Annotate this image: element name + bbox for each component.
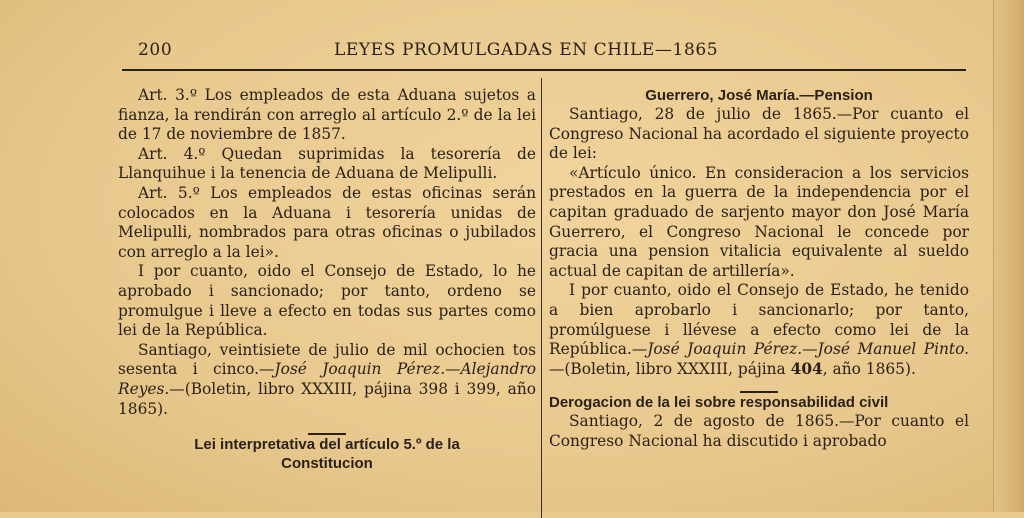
- header-rule: [122, 69, 966, 71]
- section-heading-line2: Constitucion: [281, 455, 373, 473]
- pension-tail-c: , año 1865).: [822, 359, 916, 378]
- article-5: Art. 5.º Los empleados de estas oficinas serán colocados en la Aduana i tesorería unidas de Melipulli, nombrados para otras oficinas o jubilados con arreglo a la lei».: [118, 183, 536, 261]
- right-column: [549, 86, 969, 452]
- running-title: LEYES PROMULGADAS EN CHILE—1865: [334, 40, 719, 60]
- pension-promulgation: [549, 281, 969, 379]
- article-4: Art. 4.º Quedan suprimidas la tesorería de Llanquihue i la tenencia de Aduana de Melipulli.: [118, 144, 536, 183]
- pension-article: «Artículo único. En consideracion a los servicios prestados en la guerra de la independencia por el capitan graduado de sarjento mayor don José María Guerrero, el Congreso Nacional le concede por gracia una pension vitalicia equivalente al sueldo actual de capitan de artillería».: [549, 163, 969, 280]
- promulgation-paragraph: I por cuanto, oido el Consejo de Estado, lo he aprobado i sancionado; por tanto, ordeno se promulgue i lleve a efecto en todas sus partes como lei de la República.: [118, 262, 536, 340]
- pension-lead: I por cuanto, oido el Consejo de Estado, he tenido a bien aprobarlo i sancionarlo; por tanto, promúlguese i llévese a efecto como lei de la República.—: [549, 281, 969, 359]
- page-number: 200: [138, 40, 173, 60]
- section-heading-pension: Guerrero, José María.—Pension: [645, 87, 873, 104]
- pension-page-ref: 404: [790, 359, 823, 378]
- derogation-intro: Santiago, 2 de agosto de 1865.—Por cuanto el Congreso Nacional ha discutido i aprobado: [549, 412, 969, 450]
- column-divider: [541, 78, 542, 518]
- signature-tail: —(Boletin, libro XXXIII, pájina 398 i 399, año 1865).: [118, 379, 536, 418]
- pension-signature-names: José Joaquin Pérez.—José Manuel Pinto.: [647, 340, 969, 359]
- section-heading-left: [118, 435, 536, 473]
- page-header: [122, 38, 966, 64]
- article-3: Art. 3.º Los empleados de esta Aduana sujetos a fianza, la rendirán con arreglo al artículo 2.º de la lei de 17 de noviembre de 1857.: [118, 86, 536, 144]
- pension-tail-a: —(Boletin, libro XXXIII, pájina: [549, 359, 791, 378]
- signature-lead: Santiago, veintisiete de julio de mil ochocien tos sesenta i cinco.—: [118, 340, 536, 379]
- page-edge: [993, 0, 1024, 512]
- signature-paragraph: [118, 341, 536, 419]
- left-column: [118, 86, 536, 473]
- signature-names: José Joaquin Pérez.—Alejandro Reyes.: [118, 360, 536, 398]
- section-heading-derogation: Derogacion de la lei sobre responsabilidad civil: [549, 394, 889, 412]
- section-heading-line1: Lei interpretativa del artículo 5.º de la: [194, 436, 460, 454]
- pension-intro: Santiago, 28 de julio de 1865.—Por cuanto el Congreso Nacional ha acordado el siguiente proyecto de lei:: [549, 105, 969, 163]
